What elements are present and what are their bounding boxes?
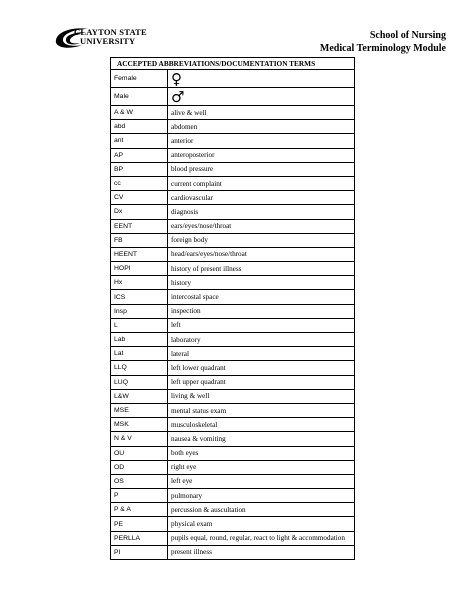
table-row	[111, 262, 355, 276]
abbreviation-cell: PERLLA	[111, 531, 168, 545]
term-cell: percussion & auscultation	[168, 503, 355, 517]
table-row	[111, 418, 355, 432]
term-cell: diagnosis	[168, 205, 355, 219]
term-cell: left eye	[168, 474, 355, 488]
abbreviation-cell: HOPI	[111, 262, 168, 276]
table-row	[111, 545, 355, 559]
logo-line1: CLAYTON STATE	[74, 27, 147, 37]
abbreviation-cell: CV	[111, 191, 168, 205]
table-row	[111, 432, 355, 446]
abbreviation-cell: ICS	[111, 290, 168, 304]
logo-text	[74, 28, 147, 46]
term-cell: head/ears/eyes/nose/throat	[168, 247, 355, 261]
school-name: School of Nursing	[369, 30, 446, 41]
table-row	[111, 205, 355, 219]
table-row	[111, 460, 355, 474]
term-cell: ears/eyes/nose/throat	[168, 219, 355, 233]
table-row	[111, 233, 355, 247]
term-cell: nausea & vomiting	[168, 432, 355, 446]
table-row	[111, 318, 355, 332]
table-row	[111, 276, 355, 290]
abbreviation-cell: FB	[111, 233, 168, 247]
term-cell: physical exam	[168, 517, 355, 531]
table-title: ACCEPTED ABBREVIATIONS/DOCUMENTATION TERMS	[111, 58, 355, 70]
term-cell: mental status exam	[168, 403, 355, 417]
table-row	[111, 503, 355, 517]
table-row	[111, 446, 355, 460]
term-cell: present illness	[168, 545, 355, 559]
term-cell: anteroposterior	[168, 148, 355, 162]
table-row	[111, 191, 355, 205]
abbreviation-cell: A & W	[111, 106, 168, 120]
term-cell: cardiovascular	[168, 191, 355, 205]
table-row	[111, 347, 355, 361]
term-cell: pulmonary	[168, 489, 355, 503]
table-row	[111, 290, 355, 304]
table-row	[111, 134, 355, 148]
abbreviation-cell: OU	[111, 446, 168, 460]
gender-symbol-cell: ♀	[168, 70, 355, 88]
abbreviation-cell: PE	[111, 517, 168, 531]
term-cell: both eyes	[168, 446, 355, 460]
table-row	[111, 531, 355, 545]
table-row	[111, 389, 355, 403]
abbreviation-cell: L&W	[111, 389, 168, 403]
term-cell: abdomen	[168, 120, 355, 134]
abbreviation-cell: EENT	[111, 219, 168, 233]
table-body	[111, 70, 355, 560]
abbreviation-cell: Dx	[111, 205, 168, 219]
module-name: Medical Terminology Module	[319, 43, 446, 54]
abbreviation-cell: ant	[111, 134, 168, 148]
table-row	[111, 474, 355, 488]
table-row	[111, 120, 355, 134]
abbreviation-cell: LUQ	[111, 375, 168, 389]
term-cell: history of present illness	[168, 262, 355, 276]
university-logo	[54, 26, 164, 50]
abbreviation-cell: OS	[111, 474, 168, 488]
abbreviation-cell: Hx	[111, 276, 168, 290]
abbreviation-cell: P	[111, 489, 168, 503]
term-cell: living & well	[168, 389, 355, 403]
abbreviation-cell: Male	[111, 88, 168, 106]
abbreviation-cell: Female	[111, 70, 168, 88]
term-cell: inspection	[168, 304, 355, 318]
term-cell: laboratory	[168, 333, 355, 347]
table-row	[111, 361, 355, 375]
document-header	[320, 29, 446, 55]
table-row	[111, 247, 355, 261]
abbreviation-cell: P & A	[111, 503, 168, 517]
abbreviation-cell: Lab	[111, 333, 168, 347]
abbreviation-cell: MSK	[111, 418, 168, 432]
table-row	[111, 517, 355, 531]
abbreviation-cell: cc	[111, 176, 168, 190]
abbreviation-cell: OD	[111, 460, 168, 474]
term-cell: anterior	[168, 134, 355, 148]
abbreviation-cell: AP	[111, 148, 168, 162]
term-cell: alive & well	[168, 106, 355, 120]
abbreviation-cell: PI	[111, 545, 168, 559]
abbreviation-cell: N & V	[111, 432, 168, 446]
table-row	[111, 333, 355, 347]
abbreviation-cell: Insp	[111, 304, 168, 318]
logo-line2: UNIVERSITY	[80, 36, 136, 46]
term-cell: blood pressure	[168, 162, 355, 176]
term-cell: left	[168, 318, 355, 332]
table-row	[111, 219, 355, 233]
table-row	[111, 106, 355, 120]
table-row	[111, 304, 355, 318]
abbreviation-cell: abd	[111, 120, 168, 134]
term-cell: musculoskeletal	[168, 418, 355, 432]
table-row	[111, 70, 355, 88]
table-row	[111, 176, 355, 190]
term-cell: lateral	[168, 347, 355, 361]
term-cell: foreign body	[168, 233, 355, 247]
term-cell: pupils equal, round, regular, react to light & accommodation	[168, 531, 355, 545]
table-row	[111, 162, 355, 176]
term-cell: right eye	[168, 460, 355, 474]
term-cell: intercostal space	[168, 290, 355, 304]
table-row	[111, 489, 355, 503]
table-row	[111, 403, 355, 417]
term-cell: history	[168, 276, 355, 290]
table-row	[111, 148, 355, 162]
term-cell: current complaint	[168, 176, 355, 190]
table-row	[111, 375, 355, 389]
abbreviation-cell: LLQ	[111, 361, 168, 375]
abbreviations-table	[110, 57, 355, 560]
abbreviation-cell: Lat	[111, 347, 168, 361]
term-cell: left upper quadrant	[168, 375, 355, 389]
abbreviation-cell: MSE	[111, 403, 168, 417]
abbreviation-cell: HEENT	[111, 247, 168, 261]
abbreviation-cell: BP	[111, 162, 168, 176]
abbreviation-cell: L	[111, 318, 168, 332]
table-title-row	[111, 58, 355, 70]
term-cell: left lower quadrant	[168, 361, 355, 375]
table-row	[111, 88, 355, 106]
gender-symbol-cell: ♂	[168, 88, 355, 106]
